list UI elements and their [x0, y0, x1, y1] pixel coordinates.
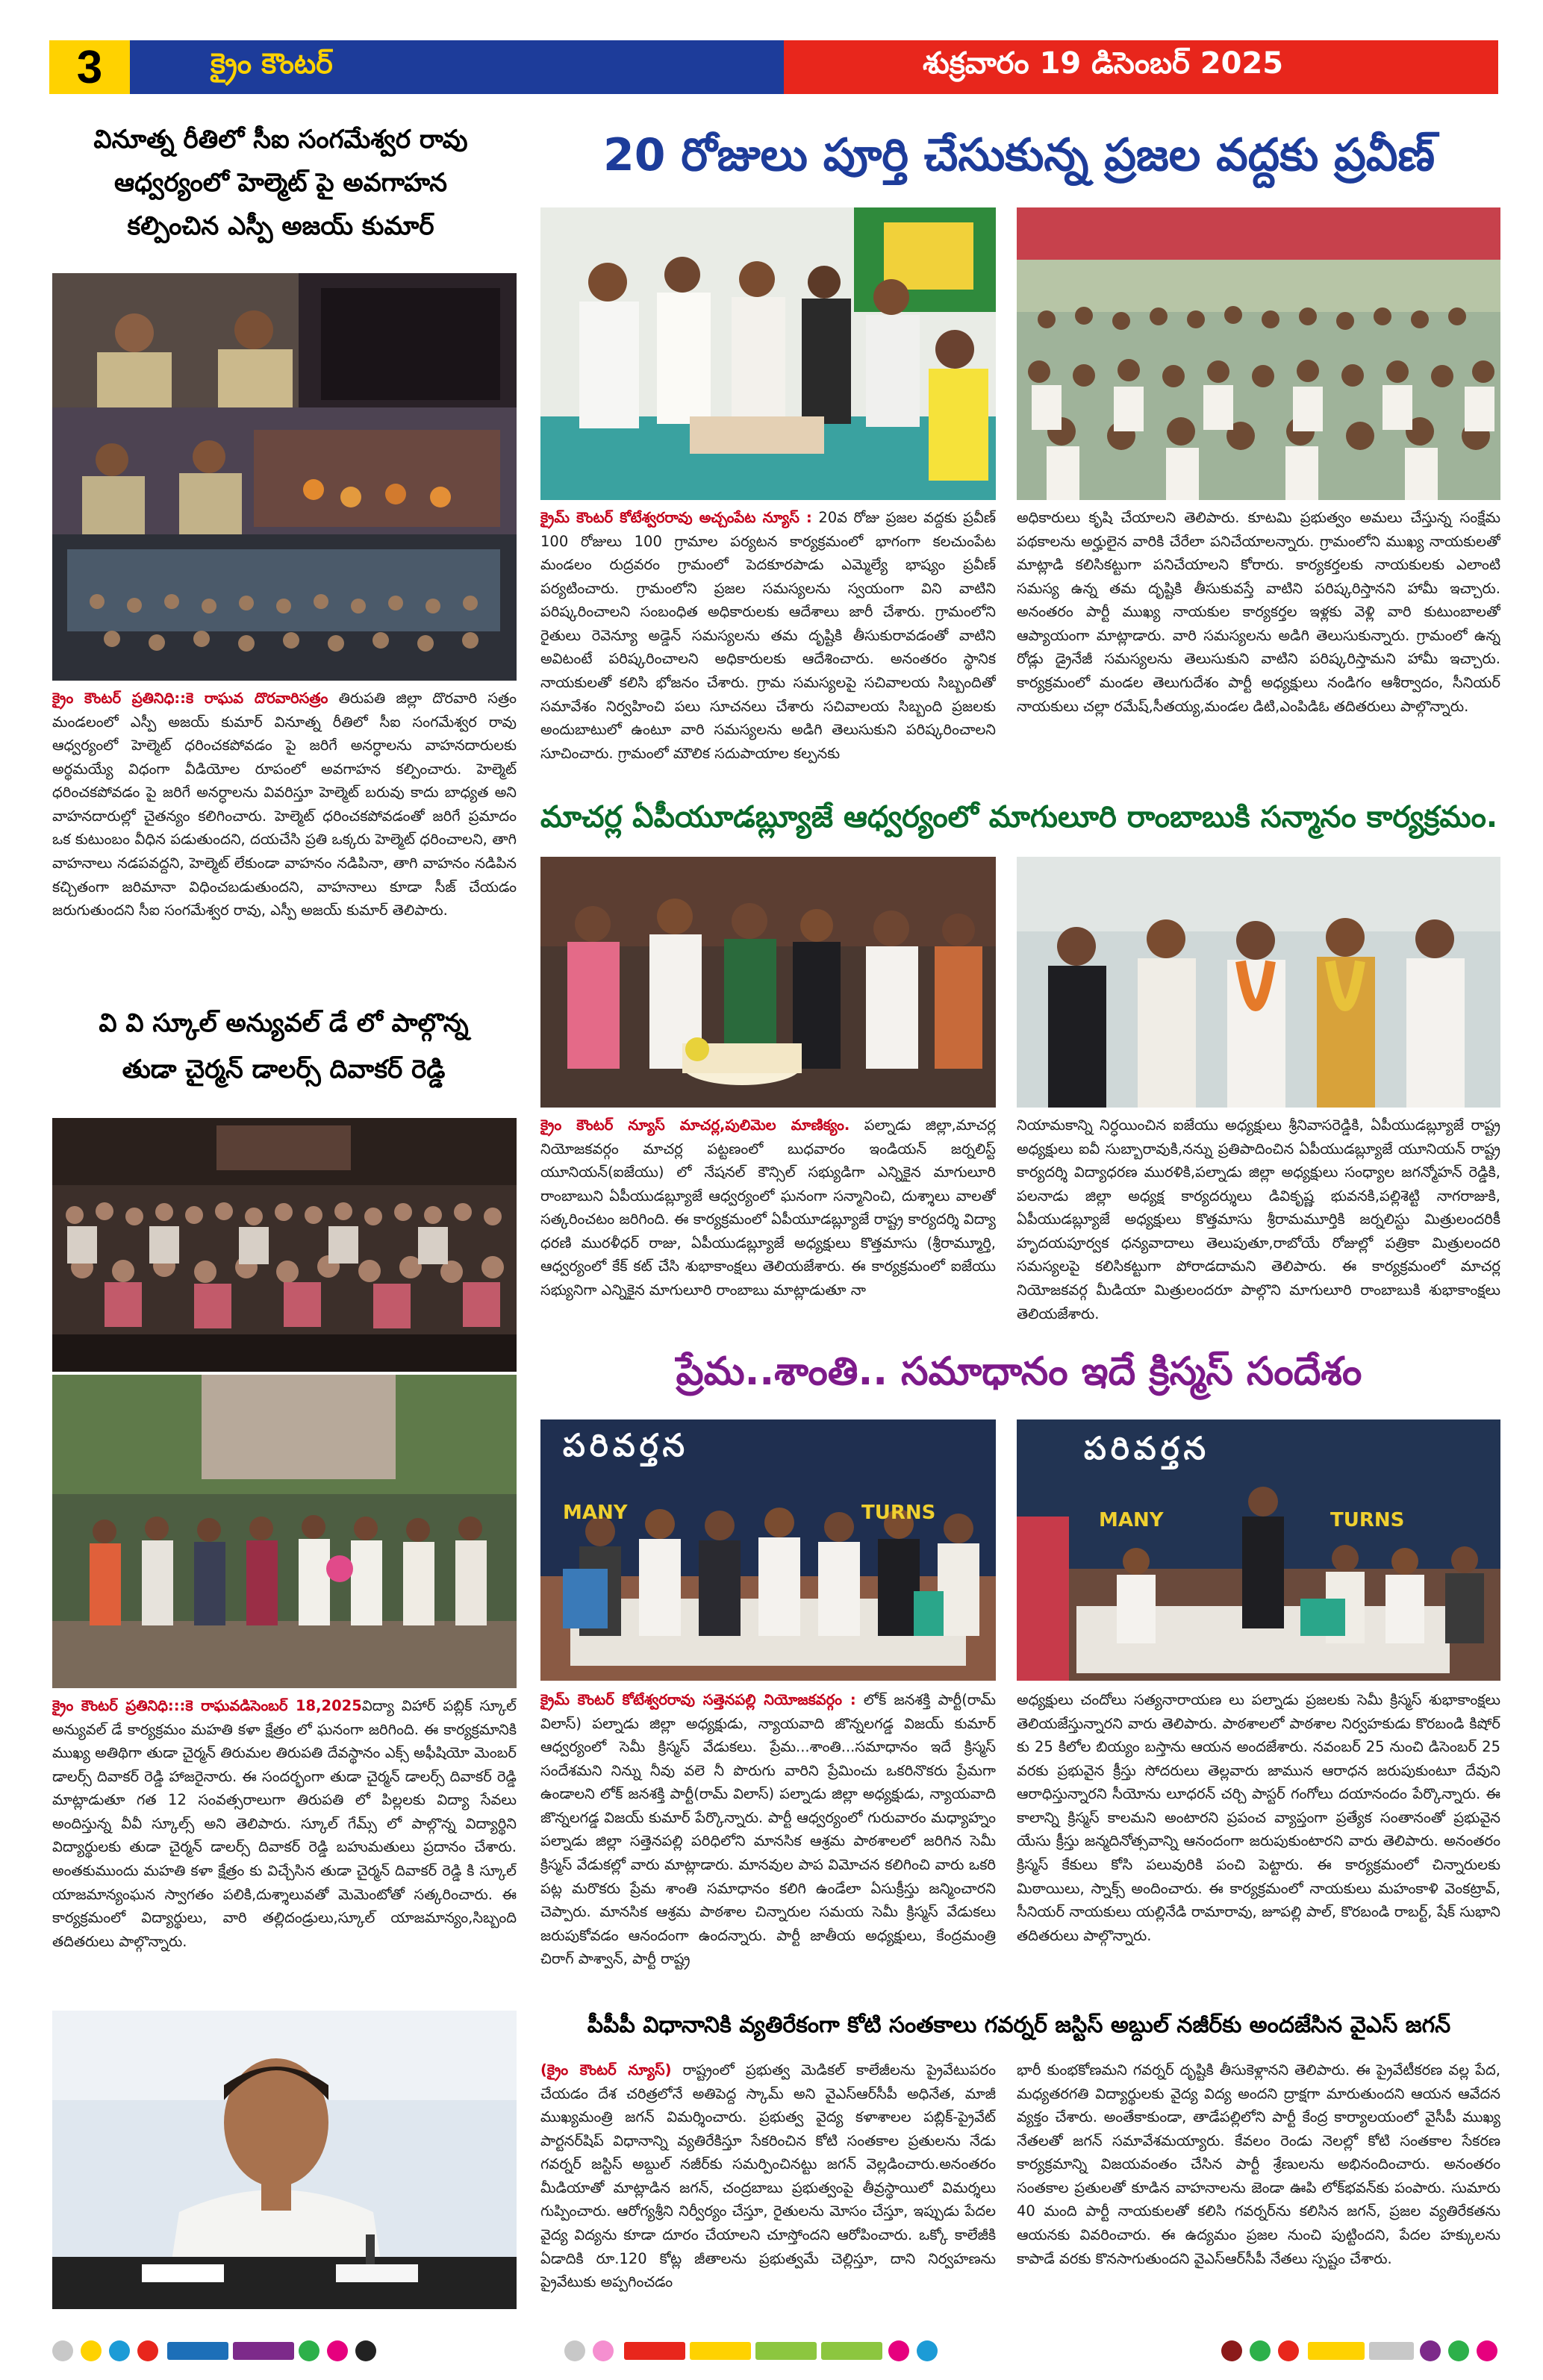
issue-date: శుక్రవారం 19 డిసెంబర్ 2025	[923, 46, 1284, 81]
macherla-body-right: నియామకాన్ని నిర్ధయించిన ఐజేయు అధ్యక్షులు శ్రీనివాసరెడ్డికి, ఏపీయుడబ్ల్యూజే రాష్ట్ర అధ్యక్షులు ఐవీ సుబ్బారావుకి,నన్ను ప్రతిపాదించిన ఏపీయుడబ్ల్యూజే యూనియన్ రాష్ట్ర కార్యదర్శి విద్యాధరణ మురళికి,పల్నాడు జిల్లా అధ్యక్షులు సంధ్యాల జగన్మోహన్ రెడ్డికి, పలనాడు జిల్లా అధ్యక్ష కార్యదర్శులు డివికృష్ణ భువనకి,పల్లిశెట్టి నాగరాజుకి, ఏపీయుడబ్ల్యూజే అధ్యక్షులు కొత్తమాసు శ్రీరామమూర్తికి జర్నలిస్టు మిత్రులందరికీ హృదయపూర్వక ధన్యవాదాలు తెలుపుతూ,రాబోయే రోజుల్లో పత్రికా మిత్రులందరి సమస్యలపై కలిసికట్టుగా పోరాడదామని తెలిపారు. ఈ కార్యక్రమంలో మాచర్ల నియోజకవర్గ మీడియా మిత్రులందరూ పాల్గొని మాగులూరి రాంబాబుకి శుభాకాంక్షలు తెలియజేశారు.	[1017, 1116, 1500, 1322]
helmet-headline-line2: ఆధ్వర్యంలో హెల్మెట్ పై అవగాహన	[114, 168, 447, 198]
footer-bar	[690, 2342, 751, 2360]
praveen-body-right: అధికారులు కృషి చేయాలని తెలిపారు. కూటమి ప్రభుత్వం అమలు చేస్తున్న సంక్షేమ పథకాలను అర్హులైన వారికి చేరేలా పనిచేయాలన్నారు. గ్రామంలోని ముఖ్య నాయకులతో మాట్లాడి కలిసికట్టుగా పనిచేయాలని కోరారు. కార్యకర్తలకు నాయకులకు ఎలాంటి సమస్య ఉన్న తమ దృష్టికి తీసుకువస్తే వాటిని పరిష్కరిస్తానని హామీ ఇచ్చారు. అనంతరం పార్టీ ముఖ్య నాయకుల కార్యకర్తల ఇళ్లకు వెళ్లి వారి కుటుంబాలతో ఆప్యాయంగా మాట్లాడారు. వారి సమస్యలను అడిగి తెలుసుకున్నారు. గ్రామంలో ఉన్న రోడ్లు డ్రైనేజీ సమస్యలను తెలుసుకుని వాటిని పరిష్కరిస్తామని హామీ ఇచ్చారు. కార్యక్రమంలో మండల తెలుగుదేశం పార్టీ అధ్యక్షులు నండిగం ఆశీర్వాదం, సీనియర్ నాయకులు చల్లా రమేష్,సీతయ్య,మండల డిటి,ఎంపిడిఓ తదితరులు పాల్గొన్నారు.	[1017, 509, 1500, 715]
school-body-text: విద్యా విహార్ పబ్లిక్ స్కూల్ అన్యువల్ డే కార్యక్రమం మహతి కళా క్షేత్రం లో ఘనంగా జరిగింది. ఈ కార్యక్రమానికి ముఖ్య అతిథిగా తుడా చైర్మన్ తిరుమల తిరుపతి దేవస్థానం ఎక్స్ అఫీషియో మెంబర్ డాలర్స్ దివాకర్ రెడ్డి హాజరైనారు. ఈ సందర్భంగా తుడా చైర్మన్ డాలర్స్ దివాకర్ రెడ్డి మాట్లాడుతూ గత 12 సంవత్సరాలుగా తిరుపతి లో పిల్లలకు విద్యా సేవలు అందిస్తున్న వీవీ స్కూల్స్ అని తెలిపారు. స్కూల్ గేమ్స్ లో పాల్గొన్న విద్యార్థిని విద్యార్థులకు తుడా చైర్మన్ డాలర్స్ దివాకర్ రెడ్డి బహుమతులు ప్రదానం చేశారు. అంతకుముందు మహతి కళా క్షేత్రం కు విచ్చేసిన తుడా చైర్మన్ దివాకర్ రెడ్డి కి స్కూల్ యాజమాన్యంఘన స్వాగతం పలికి,దుశ్శాలువతో మెమెంటోతో సత్కరించారు. ఈ కార్యక్రమంలో విద్యార్థులు, వారి తల్లిదండ్రులు,స్కూల్ యాజమాన్యం,సిబ్బంది తదితరులు పాల్గొన్నారు.	[52, 1697, 517, 1950]
footer-bar	[624, 2342, 685, 2360]
helmet-awareness-photo	[52, 273, 517, 681]
christmas-byline: క్రైమ్ కౌంటర్ కోటేశ్వరరావు సత్తెనపల్లి నియోజకవర్గం :	[540, 1691, 856, 1708]
header-section-bar	[130, 40, 784, 94]
footer-dot	[564, 2340, 585, 2361]
header-date-bar	[784, 40, 1498, 94]
school-headline-line2: తుడా చైర్మన్ డాలర్స్ దివాకర్ రెడ్డి	[122, 1055, 446, 1084]
jagan-body-left: రాష్ట్రంలో ప్రభుత్వ మెడికల్ కాలేజీలను ప్రైవేటుపరం చేయడం దేశ చరిత్రలోనే అతిపెద్ద స్కామ్ అని వైఎస్ఆర్‌సీపీ అధినేత, మాజీ ముఖ్యమంత్రి జగన్ విమర్శించారు. ప్రభుత్వ వైద్య కళాశాలల పబ్లిక్-ప్రైవేట్ పార్టనర్‌షిప్ విధానాన్ని వ్యతిరేకిస్తూ సేకరించిన కోటి సంతకాల ప్రతులను నేడు గవర్నర్ జస్టిస్ అబ్దుల్ నజీర్‌కు సమర్పించినట్టు జగన్ వెల్లడించారు.అనంతరం మీడియాతో మాట్లాడిన జగన్, చంద్రబాబు ప్రభుత్వంపై తీవ్రస్థాయిలో విమర్శలు గుప్పించారు. ఆరోగ్యశ్రీని నిర్వీర్యం చేస్తూ, రైతులను మోసం చేస్తూ, ఇప్పుడు పేదల వైద్య విద్యను కూడా దూరం చేయాలని చూస్తోందని ఆరోపించారు. ఒక్కో కాలేజీకి ఏడాదికి రూ.120 కోట్ల జీతాలను ప్రభుత్వమే చెల్లిస్తూ, దాని నిర్వహణను ప్రైవేటుకు అప్పగించడం	[540, 2061, 996, 2291]
jagan-article-left	[540, 2058, 996, 2320]
footer-dot	[917, 2340, 938, 2361]
page-header	[0, 0, 1543, 97]
banner-parivarthana-1: పరివర్తన	[563, 1427, 690, 1464]
footer-dot	[1420, 2340, 1441, 2361]
footer-bar	[167, 2342, 228, 2360]
school-byline: క్రైం కౌంటర్ ప్రతినిధి:::కె రాఘవడిసెంబర్ 18,2025	[52, 1697, 362, 1714]
helmet-article-body	[52, 687, 517, 978]
helmet-headline-line3: కల్పించిన ఎస్పీ అజయ్ కుమార్	[127, 211, 434, 241]
banner-many-2: MANY	[1099, 1509, 1164, 1531]
christmas-headline: ప్రేమ..శాంతి.. సమాధానం ఇదే క్రిస్మస్ సందేశం	[676, 1349, 1362, 1394]
praveen-headline: 20 రోజులు పూర్తి చేసుకున్న ప్రజల వద్దకు ప్రవీణ్	[602, 129, 1436, 181]
footer-dot	[327, 2340, 348, 2361]
christmas-body-right: అధ్యక్షులు చందోలు సత్యనారాయణ లు పల్నాడు ప్రజలకు సెమీ క్రిస్మస్ శుభాకాంక్షలు తెలియజేస్తున్నారని వారు తెలిపారు. పాఠశాలలో పాఠశాల నిర్వహకుడు కొరబండి కిషోర్ కు 25 కిలోల బియ్యం బస్తాను ఆయన అందజేశారు. నవంబర్ 25 నుంచి డిసెంబర్ 25 వరకు ప్రభువైన క్రీస్తు సోదరులు తెల్లవారు జామున ఆరాధన జరుపుకుంటూ దేవుని ఆరాధిస్తున్నారని సీయోను లూధరన్ చర్చి పాస్టర్ గంగోలు దయానందం పేర్కొన్నారు. ఈ కాలాన్ని క్రిస్మస్ కాలమని అంటారని ప్రపంచ వ్యాప్తంగా ప్రత్యేక సంతానంతో ప్రభువైన యేసు క్రీస్తు జన్మదినోత్సవాన్ని ఆనందంగా జరుపుకుంటారని వారు తెలిపారు. అనంతరం క్రిస్మస్ కేకులు కోసి పలువురికి పంచి పెట్టారు. ఈ కార్యక్రమంలో చిన్నారులకు మిఠాయిలు, స్నాక్స్ అందించారు. ఈ కార్యక్రమంలో నాయకులు మహంకాళి వెంకట్రావ్, సీనియర్ నాయకులు యల్లినేడి రామారావు, జూపల్లి పాల్, కొరబండి రాబర్ట్, షేక్ సుభాని తదితరులు పాల్గొన్నారు.	[1017, 1691, 1500, 1944]
footer-dot	[137, 2340, 158, 2361]
christmas-article-right	[1017, 1688, 1500, 1996]
footer-color-strip	[0, 2323, 1543, 2380]
jagan-headline: పీపీపీ విధానానికి వ్యతిరేకంగా కోటి సంతకాలు గవర్నర్ జస్టిస్ అబ్దుల్ నజీర్‌కు అందజేసిన వైఎస్ జగన్	[587, 2012, 1451, 2038]
helmet-body-text: తిరుపతి జిల్లా దొరవారి సత్రం మండలంలో ఎస్పీ అజయ్ కుమార్ వినూత్న రీతిలో సీఐ సంగమేశ్వర రావు ఆధ్వర్యంలో హెల్మెట్ ధరించకపోవడం పై జరిగే అనర్ధాలను వాహనదారులకు అర్థమయ్యే విధంగా వీడియోల రూపంలో అవగాహన కల్పించారు. హెల్మెట్ ధరించకపోవడం పై జరిగే అనర్ధాలను వివరిస్తూ హెల్మెట్ బరువు కాదు బాధ్యత అని వాహనదారుల్లో చైతన్యం కలిగించారు. హెల్మెట్ ధరించకపోవడంతో జరిగే ప్రమాదం ఒక కుటుంబం వీధిన పడుతుందని, దయచేసి ప్రతి ఒక్కరు హెల్మెట్ ధరించాలని, తాగి వాహనాలు నడపవద్దని, హెల్మెట్ లేకుండా వాహనం నడిపినా, తాగి వాహనం నడిపిన కచ్చితంగా జరిమానా విధించబడుతుందని, వాహనాలు కూడా సీజ్ చేయడం జరుగుతుందని సీఐ సంగమేశ్వర రావు, ఎస్పీ అజయ్ కుమార్ తెలిపారు.	[52, 690, 517, 919]
footer-dot	[299, 2340, 319, 2361]
footer-dot	[81, 2340, 102, 2361]
jagan-byline: (క్రైం కౌంటర్ న్యూస్)	[540, 2061, 672, 2078]
praveen-article-right	[1017, 506, 1500, 790]
christmas-body-left: లోక్ జనశక్తి పార్టీ(రామ్ విలాస్) పల్నాడు జిల్లా అధ్యక్షుడు, న్యాయవాది జొన్నలగడ్డ విజయ్ కుమార్ ఆధ్వర్యంలో సెమీ క్రిస్మస్ వేడుకలు. ప్రేమ...శాంతి...సమాధానం ఇదే క్రిస్మస్ సందేశమని నిన్ను నీవు వలె నీ పొరుగు వారిని ప్రేమించు ఒకరినొకరు ప్రేమగా ఉండాలని లోక్ జనశక్తి పార్టీ(రామ్ విలాస్) పల్నాడు జిల్లా అధ్యక్షుడు, న్యాయవాది జొన్నలగడ్డ విజయ్ కుమార్ పేర్కొన్నారు. పార్టీ ఆధ్వర్యంలో గురువారం మధ్యాహ్నం పల్నాడు జిల్లా సత్తెనపల్లి పరిధిలోని మానసిక ఆశ్రమ పాఠశాలలో జరిగిన సెమీ క్రిస్మస్ వేడుకల్లో వారు మాట్లాడారు. మానవుల పాప విమోచన కలిగించి వారు ఒకరి పట్ల మరొకరు ప్రేమ శాంతి సమాధానం కలిగి ఉండేలా ఏసుక్రీస్తు జన్మించారని చెప్పారు. మానసిక ఆశ్రమ పాఠశాల చిన్నారుల సమయ సెమీ క్రిస్మస్ వేడుకలు జరుపుకోవడం ఆనందంగా ఉందన్నారు. పార్టీ జాతీయ అధ్యక్షులు, కేంద్రమంత్రి చిరాగ్ పాశ్వాన్, పార్టీ రాష్ట్ర	[540, 1691, 996, 1968]
footer-dot	[1250, 2340, 1271, 2361]
chairman-felicitation-photo	[52, 1375, 517, 1688]
jagan-article-right	[1017, 2058, 1500, 2320]
footer-dot	[888, 2340, 909, 2361]
footer-dot	[1448, 2340, 1469, 2361]
banner-turns-1: TURNS	[861, 1502, 936, 1524]
macherla-headline: మాచర్ల ఏపీయూడబ్ల్యూజే ఆధ్వర్యంలో మాగులూరి రాంబాబుకి సన్మానం కార్యక్రమం.	[540, 800, 1498, 834]
rambabu-felicitation-photo	[1017, 857, 1500, 1108]
footer-dot	[109, 2340, 130, 2361]
school-headline	[49, 1000, 518, 1093]
helmet-byline: క్రైం కౌంటర్ ప్రతినిధి::కె రాఘవ దొరవారిసత్రం	[52, 690, 328, 707]
footer-dot	[593, 2340, 614, 2361]
mla-cake-cutting-photo	[540, 207, 996, 500]
school-article-body	[52, 1694, 517, 2004]
jagan-body-right: భారీ కుంభకోణమని గవర్నర్ దృష్టికి తీసుకెళ్లానని తెలిపారు. ఈ ప్రైవేటీకరణ వల్ల పేద, మధ్యతరగతి విద్యార్థులకు వైద్య విద్య అందని ద్రాక్షగా మారుతుందని ఆయన ఆవేదన వ్యక్తం చేశారు. అంతేకాకుండా, తాడేపల్లిలోని పార్టీ కేంద్ర కార్యాలయంలో వైసీపీ ముఖ్య నేతలతో జగన్ సమావేశమయ్యారు. కేవలం రెండు నెలల్లో కోటి సంతకాల సేకరణ కార్యక్రమాన్ని విజయవంతం చేసిన పార్టీ శ్రేణులను అభినందించారు. అనంతరం సంతకాల ప్రతులతో కూడిన వాహనాలను జెండా ఊపి లోక్‌భవన్‌కు పంపారు. సుమారు 40 మంది పార్టీ నాయకులతో కలిసి గవర్నర్‌ను కలిసిన జగన్, ప్రజల వ్యతిరేకతను ఆయనకు వివరించారు. ఈ ఉద్యమం ప్రజల నుంచి పుట్టిందని, పేదల హక్కులను కాపాడే వరకు కొనసాగుతుందని వైఎస్ఆర్‌సీపీ నేతలు స్పష్టం చేశారు.	[1017, 2061, 1500, 2267]
footer-bar	[1369, 2342, 1414, 2360]
school-annual-day-audience-photo	[52, 1118, 517, 1372]
footer-dot	[1221, 2340, 1242, 2361]
macherla-byline: క్రైం కౌంటర్ న్యూస్ మాచర్ల,పులిమెల మాణిక్యం.	[540, 1116, 850, 1134]
footer-bar	[1308, 2342, 1365, 2360]
banner-parivarthana-2: పరివర్తన	[1084, 1430, 1211, 1467]
footer-dot	[355, 2340, 376, 2361]
helmet-headline	[49, 118, 512, 248]
section-title: క్రైం కౌంటర్	[211, 47, 333, 80]
banner-turns-2: TURNS	[1330, 1509, 1405, 1531]
village-meeting-crowd-photo	[1017, 207, 1500, 500]
footer-dot	[1477, 2340, 1497, 2361]
journalists-cake-photo	[540, 857, 996, 1108]
praveen-body-left: 20వ రోజు ప్రజల వద్దకు ప్రవీణ్ 100 రోజులు 100 గ్రామాల పర్యటన కార్యక్రమంలో భాగంగా కలచుంపేట మండలం రుద్రవరం గ్రామంలో పెదకూరపాడు ఎమ్మెల్యే భాష్యం ప్రవీణ్ పర్యటించారు. గ్రామంలోని ప్రజల సమస్యలను స్వయంగా విని వాటిని పరిష్కరించాలని సంబంధిత అధికారులకు ఆదేశాలు జారీ చేశారు. గ్రామంలోని రైతులు రెవెన్యూ అడ్డెన్ సమస్యలను తమ దృష్టికి తీసుకురావడంతో వాటిని అవిటంటే పరిష్కరించాలని అధికారులకు ఆదేశించారు. అనంతరం స్థానిక నాయకులతో కలిసి భోజనం చేశారు. గ్రామ సమస్యలపై సచివాలయ సిబ్బందితో సమావేశం నిర్వహించి పలు సూచనలు చేశారు సచివాలయ సిబ్బంది ప్రజలకు అందుబాటులో ఉంటూ వారి సమస్యలను అడిగి తెలుసుకుని పరిష్కరించాలని సూచించారు. గ్రామంలో మౌలిక సదుపాయాల కల్పనకు	[540, 509, 996, 762]
macherla-body-left: పల్నాడు జిల్లా,మాచర్ల నియోజకవర్గం మాచర్ల పట్టణంలో బుధవారం ఇండియన్ జర్నలిస్ట్ యూనియన్(ఐజేయు) లో నేషనల్ కౌన్సిల్ సభ్యుడిగా ఎన్నికైన మాగులూరి రాంబాబుని ఏపీయుడబ్ల్యూజే ఆధ్వర్యంలో ఘనంగా సన్మానించి, దుశ్శాలు వాలతో సత్కరించటం జరిగింది. ఈ కార్యక్రమంలో ఏపీయూడబ్ల్యూజే రాష్ట్ర కార్యదర్శి విద్యా ధరణి మురళీధర్ రాజు, ఏపీయుడబ్ల్యూజే అధ్యక్షులు కొత్తమాసు (శ్రీరామ్మూర్తి, ఆధ్వర్యంలో కేక్ కట్ చేసి శుభాకాంక్షలు తెలియజేశారు. ఈ కార్యక్రమంలో ఐజేయు సభ్యునిగా ఎన్నికైన మాగులూరి రాంబాబు మాట్లాడుతూ నా	[540, 1116, 996, 1299]
christmas-article-left	[540, 1688, 996, 1996]
footer-dot	[52, 2340, 73, 2361]
helmet-headline-line1: వినూత్న రీతిలో సీఐ సంగమేశ్వర రావు	[93, 125, 468, 154]
banner-many-1: MANY	[563, 1502, 628, 1524]
footer-dot	[1278, 2340, 1299, 2361]
ys-jagan-portrait-photo	[52, 2011, 517, 2309]
macherla-article-right	[1017, 1114, 1500, 1337]
page-number: 3	[76, 41, 103, 93]
praveen-article-left	[540, 506, 996, 790]
praveen-byline: క్రైమ్ కౌంటర్ కోటేశ్వరరావు అచ్చంపేట న్యూస్ :	[540, 509, 812, 526]
footer-bar	[755, 2342, 817, 2360]
semi-christmas-stage-photo-2	[1017, 1419, 1500, 1681]
footer-bar	[233, 2342, 294, 2360]
macherla-article-left	[540, 1114, 996, 1337]
semi-christmas-stage-photo-1	[540, 1419, 996, 1681]
footer-bar	[821, 2342, 882, 2360]
school-headline-line1: వి వి స్కూల్ అన్యువల్ డే లో పాల్గొన్న	[99, 1008, 469, 1038]
page-number-box	[49, 40, 130, 94]
